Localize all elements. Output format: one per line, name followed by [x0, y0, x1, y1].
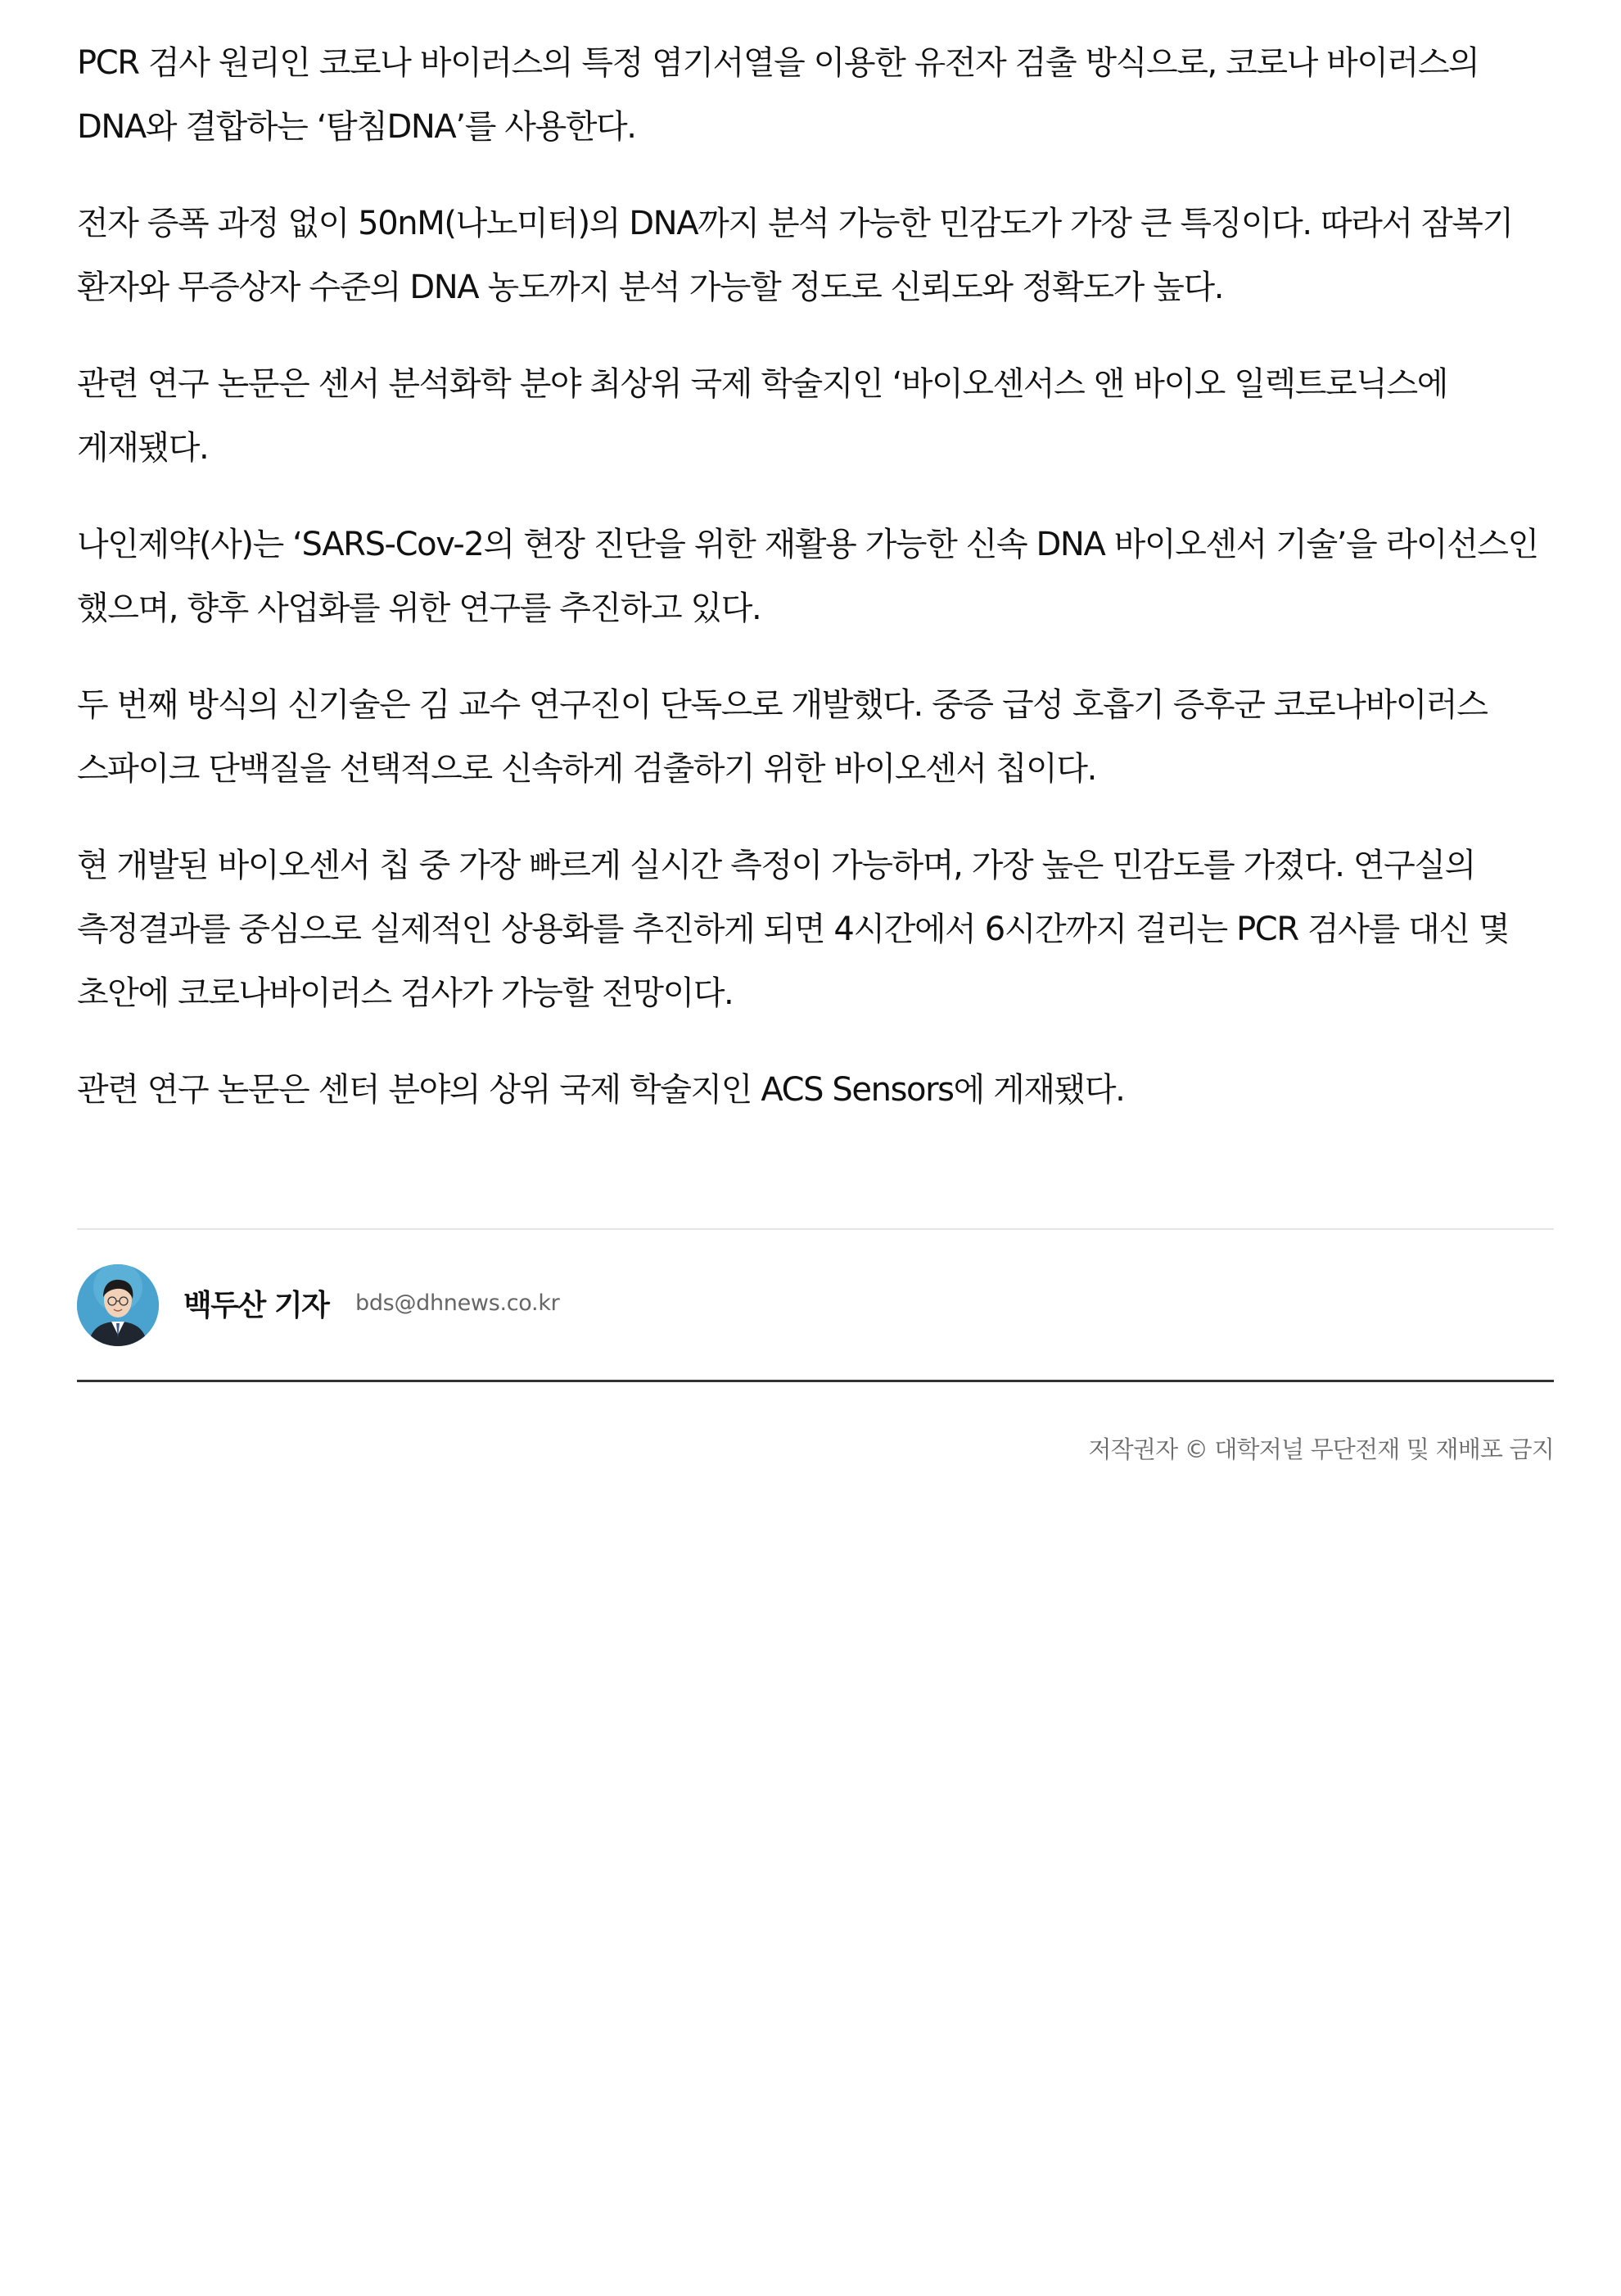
- avatar[interactable]: [77, 1264, 159, 1346]
- reporter-byline: [77, 1228, 1554, 1382]
- article-paragraph: 관련 연구 논문은 센터 분야의 상위 국제 학술지인 ACS Sensors에 게재됐다.: [77, 1071, 1125, 1109]
- article-paragraph: 전자 증폭 과정 없이 50nM(나노미터)의 DNA까지 분석 가능한 민감도가 가장 큰 특징이다. 따라서 잠복기 환자와 무증상자 수준의 DNA 농도까지 분석 가능할 정도로 신뢰도와 정확도가 높다.: [77, 205, 1513, 306]
- article-paragraph: 두 번째 방식의 신기술은 김 교수 연구진이 단독으로 개발했다. 중증 급성 호흡기 증후군 코로나바이러스 스파이크 단백질을 선택적으로 신속하게 검출하기 위한 바이오센서 칩이다.: [77, 686, 1488, 788]
- reporter-name[interactable]: 백두산 기자: [183, 1289, 329, 1322]
- article-paragraph: 나인제약(사)는 ‘SARS-Cov-2의 현장 진단을 위한 재활용 가능한 신속 DNA 바이오센서 기술’을 라이선스인 했으며, 향후 사업화를 위한 연구를 추진하고 있다.: [77, 526, 1538, 627]
- article-paragraph: 현 개발된 바이오센서 칩 중 가장 빠르게 실시간 측정이 가능하며, 가장 높은 민감도를 가졌다. 연구실의 측정결과를 중심으로 실제적인 상용화를 추진하게 되면 4시간에서 6시간까지 걸리는 PCR 검사를 대신 몇 초안에 코로나바이러스 검사가 가능할 전망이다.: [77, 847, 1510, 1012]
- article-paragraph: 관련 연구 논문은 센서 분석화학 분야 최상위 국제 학술지인 ‘바이오센서스 앤 바이오 일렉트로닉스에 게재됐다.: [77, 365, 1447, 467]
- copyright-notice: 저작권자 © 대학저널 무단전재 및 재배포 금지: [1088, 1435, 1554, 1463]
- article-paragraph: PCR 검사 원리인 코로나 바이러스의 특정 염기서열을 이용한 유전자 검출 방식으로, 코로나 바이러스의 DNA와 결합하는 ‘탐침DNA’를 사용한다.: [77, 44, 1479, 146]
- reporter-email[interactable]: bds@dhnews.co.kr: [355, 1290, 560, 1316]
- article-body: [77, 31, 1554, 1155]
- reporter-photo-icon: [77, 1264, 159, 1346]
